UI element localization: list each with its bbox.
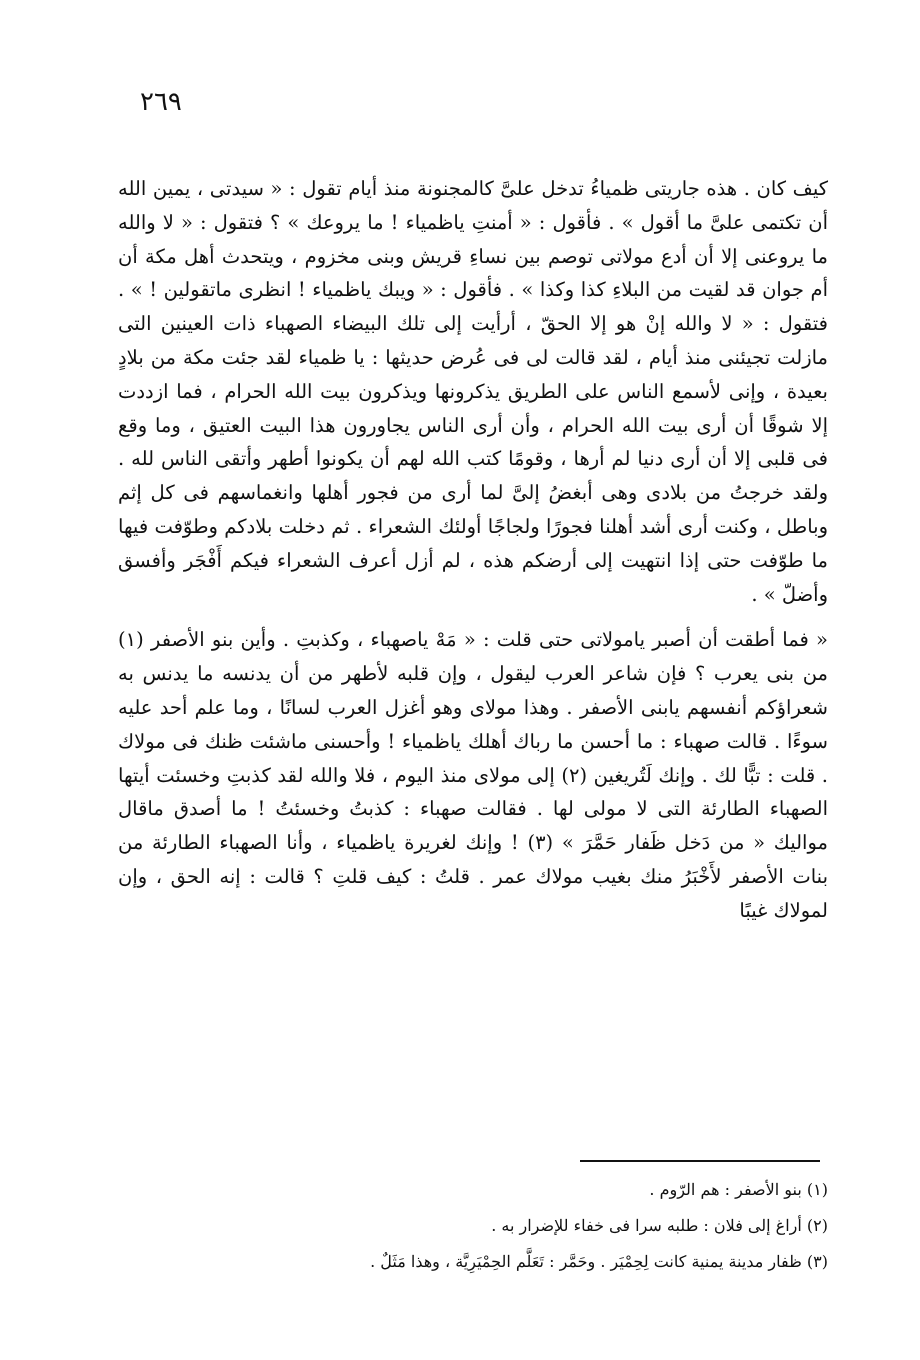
footnote-divider	[580, 1160, 820, 1162]
paragraph-2: « فما أطقت أن أصبر يامولاتى حتى قلت : « مَهْ ياصهباء ، وكذبتِ . وأين بنو الأصفر (١) من بنى يعرب ؟ فإن شاعر العرب ليقول ، وإن قلبه لأطهر من أن يدنسه ما يدنس به شعراؤكم أنفسهم يابنى الأصفر . وهذا مولاى وهو أغزل العرب لسانًا ، وما علم أحد عليه سوءًا . قالت صهباء : ما أحسن ما رباك أهلك ياظمياء ! وأحسنى ماشئت ظنك فى مولاك . قلت : تبًّا لك . وإنك لَتُريغين (٢) إلى مولاى منذ اليوم ، فلا والله لقد كذبتِ وخسئت أيتها الصهباء الطارئة التى لا مولى لها . فقالت صهباء : كذبتُ وخسئتُ ! ما أصدق ماقال مواليك « من دَخل ظَفار حَمَّرَ » (٣) ! وإنك لغريرة ياظمياء ، وأنا الصهباء الطارئة من بنات الأصفر لأَخْبَرُ منك بغيب مولاك عمر . قلتُ : كيف قلتِ ؟ قالت : إنه الحق ، وإن لمولاك غيبًا	[118, 628, 828, 922]
paragraph-1: كيف كان . هذه جاريتى ظمياءُ تدخل علىَّ كالمجنونة منذ أيام تقول : « سيدتى ، يمين الله أن تكتمى علىَّ ما أقول » . فأقول : « أمنتِ ياظمياء ! ما يروعك » ؟ فتقول : « لا والله ما يروعنى إلا أن أدع مولاتى توصم بين نساءِ قريش وبنى مخزوم ، ويتحدث أهل مكة أن أم جوان قد لقيت من البلاءِ كذا وكذا » . فأقول : « ويبك ياظمياء ! انظرى ماتقولين ! » . فتقول : « لا والله إنْ هو إلا الحقّ ، أرأيت إلى تلك البيضاء الصهباء ذات العينين التى مازلت تجيئنى منذ أيام ، لقد قالت لى فى عُرض حديثها : يا ظمياء لقد جئت مكة من بلادٍ بعيدة ، وإنى لأسمع الناس على الطريق يذكرونها ويذكرون بيت الله الحرام ، فما ازددت إلا شوقًا أن أرى بيت الله الحرام ، وأن أرى الناس يجاورون هذا البيت العتيق ، وما وقع فى قلبى إلا أن أرى دنيا لم أرها ، وقومًا كتب الله لهم أن يكونوا أطهر وأتقى الناس لله . ولقد خرجتُ من بلادى وهى أبغضُ إلىَّ لما أرى من فجور أهلها وانغماسهم فى كل إثم وباطل ، وكنت أرى أشد أهلنا فجورًا ولجاجًا أولئك الشعراء . ثم دخلت بلادكم وطوّفت فيها ما طوّفت حتى إذا انتهيت إلى أرضكم هذه ، لم أزل أعرف الشعراء فيكم أَفْجَر وأفسق وأضلّ » .	[118, 177, 828, 606]
footnote-1: (١) بنو الأصفر : هم الرّوم .	[649, 1180, 828, 1199]
main-text	[118, 172, 828, 928]
footnotes	[118, 1172, 828, 1280]
page-number: ٢٦٩	[140, 87, 182, 117]
footnote-3: (٣) ظفار مدينة يمنية كانت لِحِمْيَر . وحَمَّر : تَعَلَّم الحِمْيَرِيَّة ، وهذا مَثَلٌ .	[370, 1252, 828, 1271]
footnote-2: (٢) أراغ إلى فلان : طلبه سرا فى خفاء للإضرار به .	[491, 1216, 828, 1235]
